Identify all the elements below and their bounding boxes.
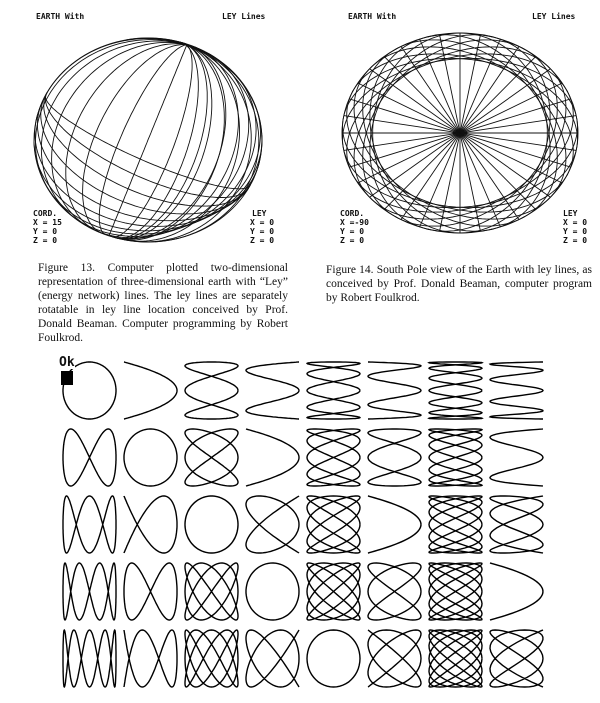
lissajous-curve-r1-c3 bbox=[185, 362, 238, 419]
lissajous-curve-r1-c5 bbox=[307, 362, 360, 419]
fig14-ley-line-8 bbox=[370, 66, 566, 219]
lissajous-curve-r5-c1 bbox=[63, 630, 116, 687]
fig14-title-left: EARTH With bbox=[348, 12, 397, 21]
fig14-ley-line-10 bbox=[426, 37, 550, 232]
lissajous-curve-r5-c3 bbox=[185, 630, 238, 687]
lissajous-curve-r3-c5 bbox=[307, 496, 360, 553]
lissajous-curve-r4-c2 bbox=[124, 563, 177, 620]
fig13-globe bbox=[30, 30, 280, 250]
fig13-ley-line-23 bbox=[87, 52, 248, 238]
fig14-cord-y: Y = 0 bbox=[340, 227, 365, 236]
lissajous-grid bbox=[55, 355, 550, 695]
lissajous-curve-r2-c1 bbox=[63, 429, 116, 486]
lissajous-curve-r5-c7 bbox=[429, 630, 482, 687]
lissajous-curve-r2-c3 bbox=[185, 429, 238, 486]
fig14-cord-z: Z = 0 bbox=[340, 236, 365, 245]
ok-prompt: Ok bbox=[59, 355, 75, 370]
lissajous-curve-r5-c6 bbox=[368, 630, 421, 687]
lissajous-curve-r3-c3 bbox=[185, 496, 238, 553]
lissajous-curve-r2-c4 bbox=[246, 429, 299, 486]
fig13-ley-line-15 bbox=[46, 92, 249, 198]
fig14-ley-line-12 bbox=[426, 35, 550, 230]
fig14-ley-line-21 bbox=[370, 35, 494, 230]
fig13-ley-line-13 bbox=[112, 43, 192, 237]
fig14-ley-y: Y = 0 bbox=[563, 227, 588, 236]
fig13-caption: Figure 13. Computer plotted two-dimensional representation of three-dimensional earth with “Ley” (energy network) lines. The ley lines are separately rotatable in ley line location conceived by Prof. Donald Beaman. Computer programming by Robert Foulkrod. bbox=[38, 262, 288, 344]
lissajous-curve-r2-c2 bbox=[124, 429, 177, 486]
fig13-ley-z: Z = 0 bbox=[250, 236, 275, 245]
lissajous-curve-r3-c7 bbox=[429, 496, 482, 553]
lissajous-curve-r4-c6 bbox=[368, 563, 421, 620]
lissajous-curve-r1-c2 bbox=[124, 362, 177, 419]
lissajous-curve-r1-c8 bbox=[490, 362, 543, 419]
fig14-ley-line-3 bbox=[354, 66, 550, 219]
fig13-cord-y: Y = 0 bbox=[33, 227, 58, 236]
lissajous-curve-r4-c8 bbox=[490, 563, 543, 620]
fig14-ley-x: X = 0 bbox=[563, 218, 588, 227]
fig13-cord-x: X = 15 bbox=[33, 218, 62, 227]
fig13-ley-line-11 bbox=[119, 41, 225, 240]
fig13-title-left: EARTH With bbox=[36, 12, 85, 21]
lissajous-curve-r3-c2 bbox=[124, 496, 177, 553]
lissajous-curve-r5-c4 bbox=[246, 630, 299, 687]
lissajous-curve-r3-c1 bbox=[63, 496, 116, 553]
fig13-cord-z: Z = 0 bbox=[33, 236, 58, 245]
lissajous-curve-r5-c2 bbox=[124, 630, 177, 687]
lissajous-curve-r1-c4 bbox=[246, 362, 299, 419]
fig13-cord-label: CORD. bbox=[33, 209, 58, 218]
fig13-ley-line-6 bbox=[36, 40, 237, 214]
lissajous-curve-r2-c5 bbox=[307, 429, 360, 486]
fig13-ley-x: X = 0 bbox=[250, 218, 275, 227]
lissajous-curve-r4-c1 bbox=[63, 563, 116, 620]
lissajous-curve-r3-c4 bbox=[246, 496, 299, 553]
fig14-globe bbox=[330, 30, 590, 250]
fig14-caption: Figure 14. South Pole view of the Earth with ley lines, as conceived by Prof. Donald Beaman, computer program by Robert Foulkrod. bbox=[326, 264, 592, 304]
lissajous-curve-r4-c5 bbox=[307, 563, 360, 620]
lissajous-curve-r2-c8 bbox=[490, 429, 543, 486]
lissajous-curve-r5-c8 bbox=[490, 630, 543, 687]
fig14-ley-line-19 bbox=[354, 47, 550, 200]
lissajous-curve-r1-c6 bbox=[368, 362, 421, 419]
fig14-ley-line-1 bbox=[370, 37, 494, 232]
fig13-ley-line-12 bbox=[114, 42, 207, 238]
lissajous-curve-r2-c6 bbox=[368, 429, 421, 486]
lissajous-curve-r5-c5 bbox=[307, 630, 360, 687]
fig13-ley-y: Y = 0 bbox=[250, 227, 275, 236]
fig14-cord-label: CORD. bbox=[340, 209, 365, 218]
cursor-block bbox=[61, 371, 73, 385]
lissajous-curve-r4-c7 bbox=[429, 563, 482, 620]
fig14-ley-label: LEY bbox=[563, 209, 578, 218]
fig13-ley-line-21 bbox=[42, 97, 261, 234]
fig14-title-right: LEY Lines bbox=[532, 12, 576, 21]
lissajous-curve-r3-c8 bbox=[490, 496, 543, 553]
lissajous-curve-r3-c6 bbox=[368, 496, 421, 553]
fig13-ley-label: LEY bbox=[252, 209, 267, 218]
fig13-title-right: LEY Lines bbox=[222, 12, 266, 21]
fig14-ley-z: Z = 0 bbox=[563, 236, 588, 245]
lissajous-curve-r4-c4 bbox=[246, 563, 299, 620]
lissajous-curve-r1-c7 bbox=[429, 362, 482, 419]
fig14-cord-x: X =-90 bbox=[340, 218, 369, 227]
fig13-ley-line-4 bbox=[52, 42, 205, 230]
lissajous-curve-r2-c7 bbox=[429, 429, 482, 486]
fig14-ley-line-14 bbox=[370, 47, 566, 200]
lissajous-curve-r4-c3 bbox=[185, 563, 238, 620]
fig13-ley-line-27 bbox=[116, 42, 198, 238]
